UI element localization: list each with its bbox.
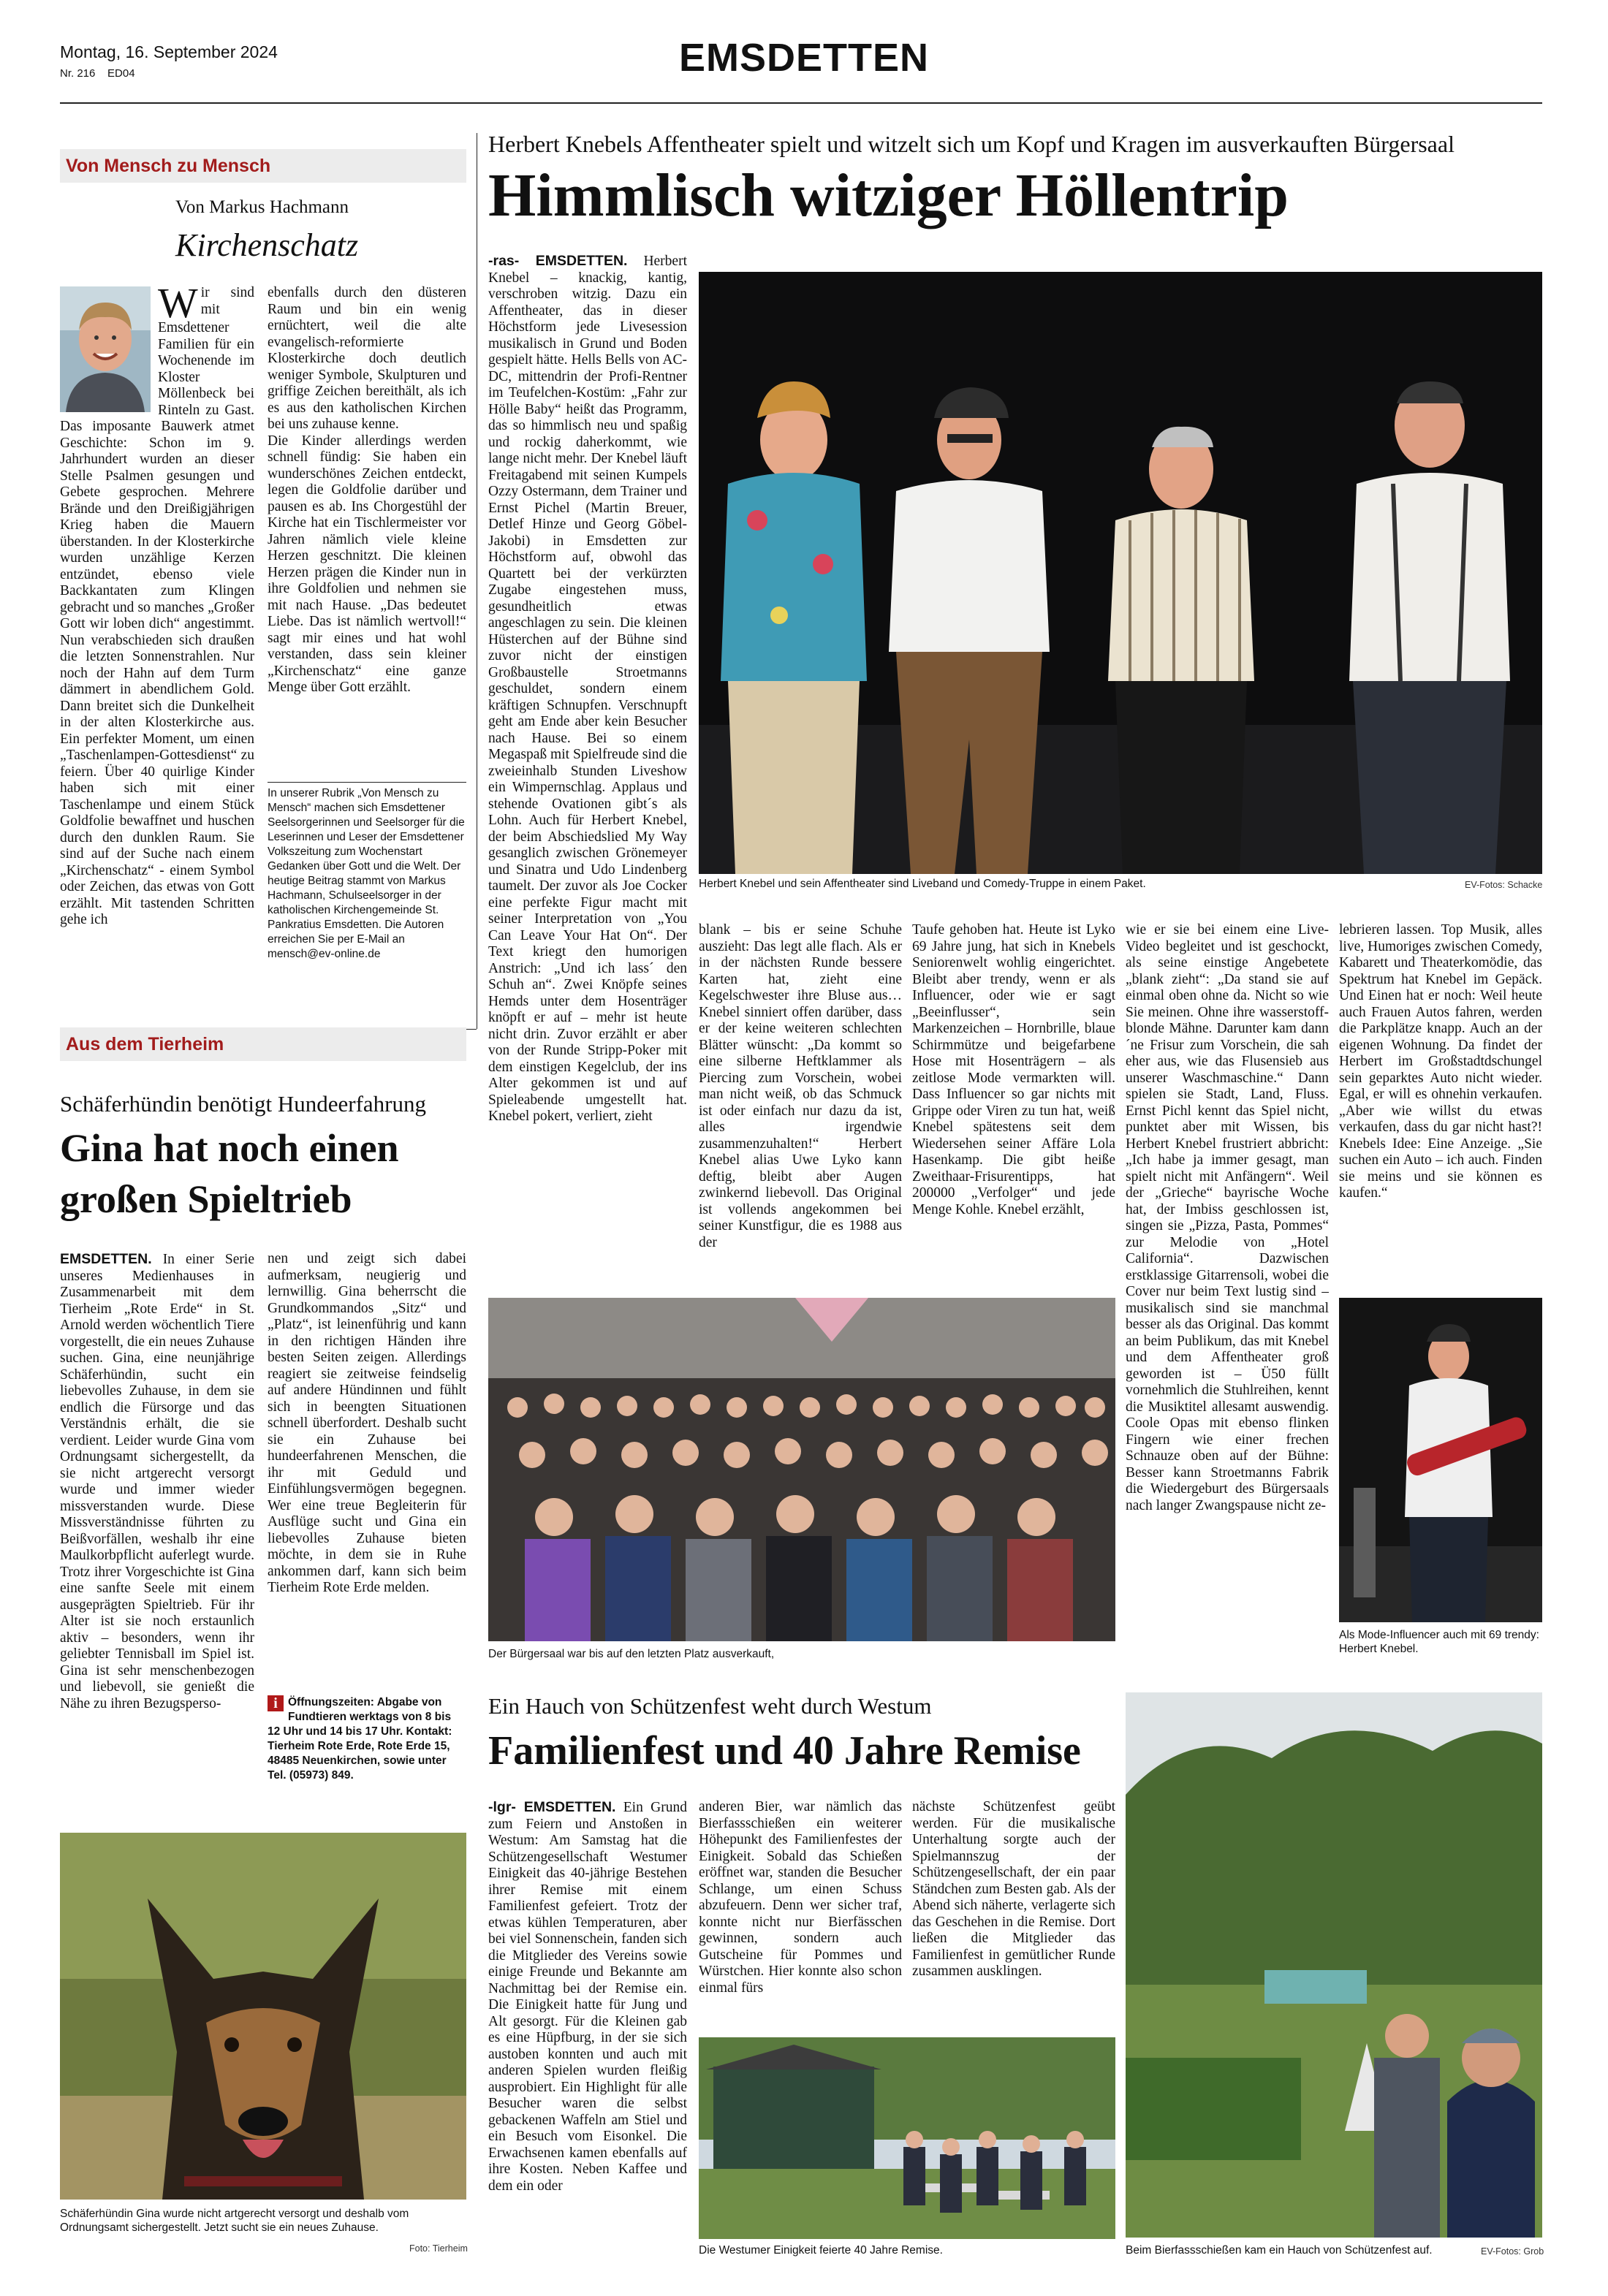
fest-text-col3 (912, 1799, 1115, 2018)
dog-photo (60, 1833, 466, 2200)
column-paragraph: ebenfalls durch den düsteren Raum und bin ein wenig ernüchtert, weil die alte evangelisch-reformierte Klosterkirche doch deutlich weniger Symbole, Skulpturen und griffige Zeichen bereithält, als ich es aus den katholischen Kirchen bei uns zuhause kenne. (268, 285, 466, 432)
bierfass-photo-caption: Beim Bierfassschießen kam ein Hauch von Schützenfest auf. (1126, 2244, 1433, 2257)
column-text-col2 (268, 285, 466, 782)
audience-photo-caption: Der Bürgersaal war bis auf den letzten Platz ausverkauft, (488, 1648, 775, 1660)
fest-text: anderen Bier, war nämlich das Bierfassschießen ein weiterer Höhepunkt des Familienfestes der Einigkeit. Sobald das Schießen eröffnet war, standen die Besucher Schlange, um einen Schuss abzufeuern. Denn wer sicher traf, konnte nicht nur Bierfässchen gewinnen, sondern auch Gutscheine für Pommes und Würstchen. Hier konnte also schon einmal fürs (699, 1799, 902, 1996)
tierheim-text: In einer Serie unseres Medienhauses in Zusammenarbeit mit dem Tierheim „Rote Erde“ in St. Arnold werden wöchentlich Tiere vorgestellt, die ein neues Zuhause suchen. Gina, eine neunjährige Schäferhündin, sucht ein liebevolles Zuhause, in dem sie endlich die Fürsorge und das Verständnis erhält, die sie verdient. Leider wurde Gina vom Ordnungsamt sichergestellt, da sie nicht artgerecht versorgt wurde und immer wieder missverstanden wurde. Diese Missverständnisse führten zu Beißvorfällen, weshalb ihr eine Maulkorbpflicht auferlegt wurde. Trotz ihrer Vorgeschichte ist Gina eine sanfte Seele mit einem ausgeprägten Spieltrieb. Für ihr Alter ist sie noch erstaunlich aktiv – besonders, wenn ihr geliebter Tennisball im Spiel ist. Gina ist sehr menschenbezogen und liebevoll, sie genießt die Nähe zu ihren Bezugsperso- (60, 1252, 254, 1711)
issue-edition: Nr. 216 ED04 (60, 67, 135, 80)
column-dropcap: W (158, 285, 198, 327)
fest-text-col2 (699, 1799, 902, 2018)
info-icon: i (268, 1695, 284, 1711)
lead-text: wie er sie bei einem eine Live-Video begleitet und ist geschockt, als seine einstige Angebetete „blank zieht“: „Da stand sie auf einmal oben ohne da. Nicht so wie Sie meinen. Ohne ihre wasserstoff-blonde Mähne. Darunter kam dann ´ne Frisur zum Vorschein, die sah eher aus, wie das Flusensieb aus unserer Waschmaschine.“ Dann spielen sie Stadt, Land, Fluss. Ernst Pichl kennt das Spiel nicht, punktet aber mit Wissen, bis Herbert Knebel frustriert abbricht: „Ich habe ja immer gesagt, man spielt nicht mit Anfängern“. Weil der „Grieche“ bayrische Woche hat, der Imbiss geschlossen ist, singen sie „Pizza, Pasta, Pommes“ zur Melodie von „Hotel California“. Dazwischen erstklassige Gitarrensoli, wobei die Cover nur beim Text lustig sind – musikalisch sind sie manchmal besser als das Original. Das kommt an beim Publikum, das mit Knebel und dem Affentheater groß geworden ist – Ü50 füllt vornehmlich die Stuhlreihen, kennt die Musiktitel allesamt auswendig. Coole Opas mit ebenso flinken Fingern wie einer frechen Schnauze oben auf der Bühne: Besser kann Stroetmanns Fabrik die Wiedergeburt des Bürgersaals nach langer Zwangspause nicht ze- (1126, 922, 1329, 1513)
lead-text-col1 (488, 253, 687, 1290)
stage-photo (699, 272, 1542, 874)
fest-text: nächste Schützenfest geübt werden. Für die musikalische Unterhaltung sorgte auch der Spielmannszug der Schützengesellschaft, der ein paar Ständchen zum Besten gab. Als der Abend sich näherte, verlagerte sich das Geschehen in die Remise. Dort ließen die Mitglieder das Familienfest in gemütlicher Runde zusammen ausklingen. (912, 1799, 1115, 1979)
fest-text-col1 (488, 1799, 687, 2264)
column-title: Kirchenschatz (175, 227, 359, 263)
column-note: In unserer Rubrik „Von Mensch zu Mensch“ machen sich Emsdettener Seelsorgerinnen und Seelsorger für die Leserinnen und Leser der Emsdettener Volkszeitung zum Wochenstart Gedanken über Gott und die Welt. Der heutige Beitrag stammt von Markus Hachmann, Schulseelsorger in der katholischen Kirchengemeinde St. Pankratius Emsdetten. Die Autoren erreichen Sie per E-Mail an mensch@ev-online.de (268, 787, 465, 960)
author-portrait (60, 286, 151, 412)
column-author: Von Markus Hachmann (175, 197, 349, 217)
stage-photo-credit: EV-Fotos: Schacke (1465, 880, 1543, 890)
dog-photo-caption: Schäferhündin Gina wurde nicht artgerecht versorgt und deshalb vom Ordnungsamt sichergestellt. Jetzt sucht sie ein neues Zuhause. (60, 2208, 409, 2234)
tierheim-info-box (268, 1695, 466, 1805)
lead-kicker: Herbert Knebels Affentheater spielt und witzelt sich um Kopf und Kragen im ausverkauften Bürgersaal (488, 131, 1455, 157)
rubric-aus-dem-tierheim: Aus dem Tierheim (60, 1027, 466, 1061)
lead-dateline: -ras- EMSDETTEN. (488, 253, 628, 269)
lead-text: Taufe gehoben hat. Heute ist Lyko 69 Jahre jung, hat sich in Knebels Seniorenwelt wohlig eingerichtet. Bleibt aber trendy, wenn er als Influencer, oder wie er sagt „Beeinflusser“, sein Markenzeichen – Hornbrille, blaue Schirmmütze und beigefarbene Hose mit Hosenträgern – als zeitlose Mode vermarkten will. Dass Influencer so gar nichts mit Grippe oder Viren zu tun hat, weiß Knebel spätestens seit dem Wiedersehen seiner Affäre Lola Hasenkamp. Die gibt heiße Zweithaar-Frisurentipps, hat 200000 „Verfolger“ und jede Menge Kohle. Knebel erzählt, (912, 922, 1115, 1217)
tierheim-text-col1 (60, 1251, 254, 1799)
remise-photo (699, 2037, 1115, 2239)
guitar-photo (1339, 1298, 1542, 1622)
tierheim-headline: Gina hat noch einen großen Spieltrieb (60, 1126, 399, 1221)
audience-photo (488, 1298, 1115, 1641)
tierheim-info: Öffnungszeiten: Abgabe von Fundtieren werktags von 8 bis 12 Uhr und 14 bis 17 Uhr. Kontakt: Tierheim Rote Erde, Rote Erde 15, 48485 Neuenkirchen, sowie unter Tel. (05973) 849. (268, 1696, 452, 1782)
lead-text-col3 (912, 922, 1115, 1288)
bierfass-photo (1126, 1692, 1542, 2238)
lead-text: lebrieren lassen. Top Musik, alles live, Humoriges zwischen Comedy, Kabarett und Theaterkomödie, das Spektrum hat Knebel im Gepäck. Und Einen hat er noch: Weil heute auch Frauen Autos fahren, werden die Parkplätze knapp. Auch an der eigenen Wohnung. Da findet der Herbert im Großstadtdschungel sein geparktes Auto nicht wieder. Egal, er will es ohnehin verkaufen. „Aber wie willst du etwas verkaufen, dass du gar nicht hast?! Knebels Idee: Eine Anzeige. „Sie suchen ein Auto – ich auch. Finden sie meins und sie können es kaufen.“ (1339, 922, 1542, 1201)
column-paragraph: Die Kinder allerdings werden schnell fündig: Sie haben ein wunderschönes Zeichen entdeckt, legen die Goldfolie darüber und pausen es ab. Ins Chorgestühl der Kirche hat ein Tischlermeister vor Jahren nämlich viele kleine Herzen geschnitzt. Die kleinen Herzen prägen die Kinder nun in ihre Goldfolien und nehmen sie mit nach Hause. „Das bedeutet Liebe. Das ist nämlich wertvoll!“ sagt mir eines und hat wohl verstanden, dass sein kleiner „Kirchenschatz“ eine ganze Menge über Gott erzählt. (268, 433, 466, 695)
lead-headline: Himmlisch witziger Höllentrip (488, 161, 1289, 229)
lead-text-col4 (1126, 922, 1329, 1662)
lead-text-col5 (1339, 922, 1542, 1288)
column-intro-text: ir sind mit Emsdettener Familien für ein Wochenende im Kloster Möllenbeck bei Rinteln zu Gast. Das imposante Bauwerk atmet Geschichte: Schon im 9. Jahrhundert wurden an dieser Stelle Psalmen gesungen und Gebete gesprochen. Mehrere Brände und den Dreißigjährigen Krieg haben die Mauern überstanden. In der Klosterkirche wurden unzählige Kerzen entzündet, ebenso viele Backkantaten zum Klingen gebracht und so manches „Großer Gott wir loben dich“ angestimmt. Nun verabschieden sich draußen die letzten Sonnenstrahlen. Nur noch der Hahn auf dem Turm dämmert in abendlichem Gold. Dann breitet sich die Dunkelheit in der alten Klosterkirche aus. Ein perfekter Moment, um einen „Taschenlampen-Gottesdienst“ zu feiern. Über 40 quirlige Kinder haben sich mit einer Taschenlampe und einem Stück Goldfolie bewaffnet und huschen durch den dunklen Raum. Sie sind auf der Suche nach einem „Kirchenschatz“ - einem Symbol oder Zeichen, das etwas von Gott erzählt. Mit tastenden Schritten gehe ich (60, 285, 254, 927)
local-section-title: EMSDETTEN (678, 36, 930, 80)
column-note-rule (268, 782, 466, 783)
fest-headline: Familienfest und 40 Jahre Remise (488, 1728, 1081, 1774)
stage-photo-caption: Herbert Knebel und sein Affentheater sind Liveband und Comedy-Truppe in einem Paket. (699, 878, 1146, 890)
remise-photo-caption: Die Westumer Einigkeit feierte 40 Jahre Remise. (699, 2244, 943, 2257)
fest-dateline: -lgr- EMSDETTEN. (488, 1799, 616, 1815)
fest-text: Ein Grund zum Feiern und Anstoßen in Westum: Am Samstag hat die Schützengesellschaft Westumer Einigkeit das 40-jährige Bestehen ihrer Remise mit einem Familienfest gefeiert. Trotz der etwas kühlen Temperaturen, aber bei viel Sonnenschein, fanden sich die Mitglieder des Vereins sowie einige Freunde und Bekannte am Nachmittag bei der Remise ein. Die Einigkeit hatte für Jung und Alt gesorgt. Für die Kleinen gab es eine Hüpfburg, in der sie sich austoben konnten und auch mit anderen Spielen wurden fleißig ausprobiert. Ein Highlight für alle Besucher waren die selbst gebackenen Waffeln am Stiel und ein Besuch vom Eisonkel. Die Erwachsenen kamen ebenfalls auf ihre Kosten. Neben Kaffee und dem ein oder (488, 1800, 687, 2194)
lead-text: blank – bis er seine Schuhe auszieht: Das legt alle flach. Als er in der nächsten Runde bessere Karten hat, zieht eine Kegelschwester ihre Bluse aus… Knebel sinniert offen darüber, dass er der keine weiteren schlechten Blätter wünscht: „Da kommt so eine silberne Heftklammer als Piercing zum Vorschein, wobei man nicht weiß, ob das Schmuck ist oder einfach nur dazu da ist, alles irgendwie zusammenzuhalten!“ Herbert Knebel alias Uwe Lyko kann deftig, bleibt aber Augen zwinkernd liebevoll. Das Original ist vollends angekommen bei seiner Kunstfigur, die es 1988 aus der (699, 922, 902, 1250)
issue-date: Montag, 16. September 2024 (60, 42, 278, 61)
tierheim-text: nen und zeigt sich dabei aufmerksam, neugierig und lernwillig. Gina beherrscht die Grundkommandos „Sitz“ und „Platz“, ist leinenführig und kann in den richtigen Händen ihre besten Seiten zeigen. Allerdings reagiert sie zeitweise feindselig auf andere Hündinnen und fühlt sich in beengten Situationen schnell überfordert. Deshalb sucht sie ein Zuhause bei hundeerfahrenen Menschen, die ihr mit Geduld und Einfühlungsvermögen begegnen. Wer eine treue Begleiterin für Ausflüge sucht und Gina ein liebevolles Zuhause bieten möchte, in dem sie in Ruhe ankommen darf, kann sich beim Tierheim Rote Erde melden. (268, 1251, 466, 1595)
dog-photo-credit: Foto: Tierheim (409, 2243, 468, 2254)
guitar-photo-caption: Als Mode-Influencer auch mit 69 trendy: Herbert Knebel. (1339, 1629, 1539, 1655)
fest-kicker: Ein Hauch von Schützenfest weht durch Westum (488, 1693, 932, 1719)
column-text-col1 (60, 285, 254, 994)
lead-text: Herbert Knebel – knackig, kantig, verschroben witzig. Dazu ein Affentheater, das in dieser Höchstform jede Livesession musikalisch in Grund und Boden gespielt hätte. Hells Bells von AC-DC, mittendrin der Profi-Rentner im Teufelchen-Kostüm: „Fahr zur Hölle Baby“ heißt das Programm, das so himmlisch neu und spaßig und rockig daherkommt, wie lange nicht mehr. Der Knebel läuft Freitagabend mit seinen Kumpels Ozzy Ostermann, dem Trainer und Ernst Pichel (Martin Breuer, Detlef Hinze und Georg Göbel-Jakobi) in Emsdetten zur Höchstform auf, obwohl das Quartett bei der verkürzten Zugabe eingestehen muss, gesundheitlich etwas angeschlagen zu sein. Die kleinen Hüsterchen auf der Bühne sind zuvor nicht der einstigen Großbaustelle Stroetmanns geschuldet, sondern einem kräftigen Schnupfen. Verschnupft geht am Ende aber kein Besucher nach Hause. Bei so einem Megaspaß mit Spielfreude sind die zweieinhalb Stunden Liveshow ein Wimpernschlag. Applaus und stehende Ovationen gibt´s als Lohn. Auch für Herbert Knebel, der beim Abschiedslied My Way gesanglich zwischen Grönemeyer und Sinatra und Udo Lindenberg taumelt. Der zuvor als Joe Cocker eine perfekte Figur macht mit seiner Interpretation von „You Can Leave Your Hat On“. Der Text kriegt den humorigen Anstrich: „Und ich lass´ den Schuh an“. Zwei Knöpfe seines Hemds unter dem Hosenträger knöpft er auf – mehr ist heute nicht drin. Zuvor erzählt er aber von der Runde Stripp-Poker mit dem einstigen Kegelclub, der ins Alter gekommen ist und auf Spieleabende umgestellt hat. Knebel pokert, verliert, zieht (488, 254, 687, 1124)
masthead-rule (60, 102, 1542, 104)
tierheim-kicker: Schäferhündin benötigt Hundeerfahrung (60, 1091, 427, 1117)
bierfass-photo-credit: EV-Fotos: Grob (1481, 2246, 1544, 2257)
lead-text-col2 (699, 922, 902, 1288)
rubric-von-mensch-zu-mensch: Von Mensch zu Mensch (60, 149, 466, 183)
tierheim-text-col2 (268, 1251, 466, 1695)
tierheim-dateline: EMSDETTEN. (60, 1251, 152, 1267)
